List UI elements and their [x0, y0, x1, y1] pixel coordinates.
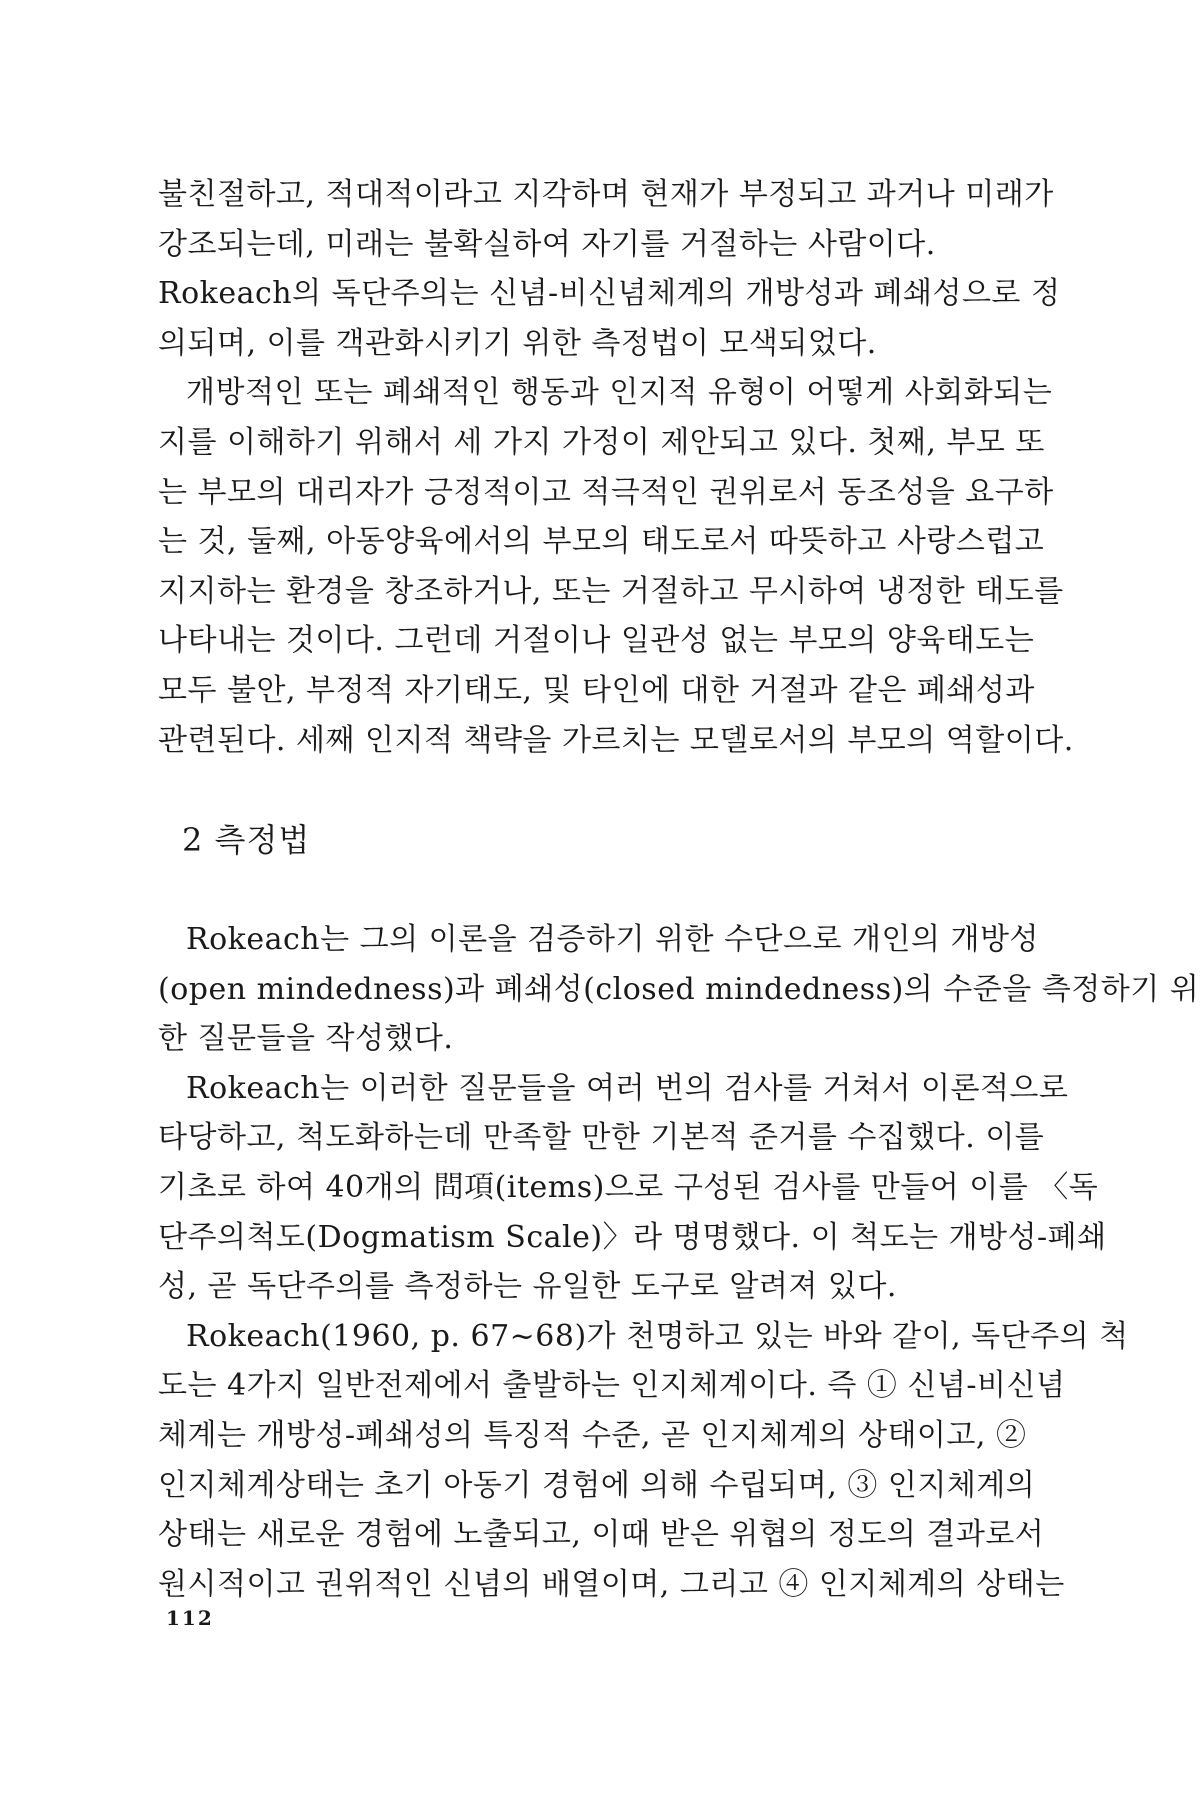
text-line: Rokeach는 그의 이론을 검증하기 위한 수단으로 개인의 개방성	[186, 922, 1039, 957]
text-line: 체계는 개방성-폐쇄성의 특징적 수준, 곧 인지체계의 상태이고, ②	[158, 1417, 1027, 1453]
text-line: 개방적인 또는 폐쇄적인 행동과 인지적 유형이 어떻게 사회화되는	[186, 375, 1053, 411]
text-block-2	[158, 915, 1200, 1609]
section-heading: 2 측정법	[182, 821, 311, 859]
text-line: (open mindedness)과 폐쇄성(closed mindedness)의 수준을 측정하기 위	[158, 971, 1200, 1007]
page-number: 112	[166, 1606, 214, 1630]
text-line: 관련된다. 세째 인지적 책략을 가르치는 모델로서의 부모의 역할이다.	[158, 722, 1074, 758]
text-line: 도는 4가지 일반전제에서 출발하는 인지체계이다. 즉 ① 신념-비신념	[158, 1368, 1066, 1404]
text-line: 한 질문들을 작성했다.	[158, 1021, 454, 1057]
text-line: 상태는 새로운 경험에 노출되고, 이때 받은 위협의 정도의 결과로서	[158, 1517, 1045, 1553]
text-line: Rokeach의 독단주의는 신념-비신념체계의 개방성과 폐쇄성으로 정	[158, 276, 1061, 312]
text-line: 타당하고, 척도화하는데 만족할 만한 기본적 준거를 수집했다. 이를	[158, 1120, 1045, 1156]
text-line: 불친절하고, 적대적이라고 지각하며 현재가 부정되고 과거나 미래가	[158, 177, 1054, 212]
text-line: 나타내는 것이다. 그런데 거절이나 일관성 없는 부모의 양육태도는	[158, 623, 1035, 659]
text-line: Rokeach(1960, p. 67~68)가 천명하고 있는 바와 같이, 독단주의 척	[186, 1318, 1129, 1354]
text-line: 인지체계상태는 초기 아동기 경험에 의해 수립되며, ③ 인지체계의	[158, 1467, 1036, 1503]
text-line: 기초로 하여 40개의 問項(items)으로 구성된 검사를 만들어 이를 〈독	[158, 1169, 1099, 1205]
text-line: 원시적이고 권위적인 신념의 배열이며, 그리고 ④ 인지체계의 상태는	[158, 1566, 1065, 1602]
text-line: 지지하는 환경을 창조하거나, 또는 거절하고 무시하여 냉정한 태도를	[158, 573, 1064, 609]
text-line: 성, 곧 독단주의를 측정하는 유일한 도구로 알려져 있다.	[158, 1269, 897, 1305]
text-line: 는 부모의 대리자가 긍정적이고 적극적인 권위로서 동조성을 요구하	[158, 474, 1054, 510]
text-line: 강조되는데, 미래는 불확실하여 자기를 거절하는 사람이다.	[158, 226, 936, 262]
text-line: 지를 이해하기 위해서 세 가지 가정이 제안되고 있다. 첫째, 부모 또	[158, 424, 1045, 460]
text-line: 모두 불안, 부정적 자기태도, 및 타인에 대한 거절과 같은 폐쇄성과	[158, 672, 1035, 708]
text-block-1	[158, 170, 1074, 765]
text-line: Rokeach는 이러한 질문들을 여러 번의 검사를 거쳐서 이론적으로	[186, 1070, 1069, 1106]
text-line: 의되며, 이를 객관화시키기 위한 측정법이 모색되었다.	[158, 325, 877, 361]
text-line: 는 것, 둘째, 아동양육에서의 부모의 태도로서 따뜻하고 사랑스럽고	[158, 524, 1045, 560]
text-line: 단주의척도(Dogmatism Scale)〉라 명명했다. 이 척도는 개방성-폐쇄	[158, 1219, 1107, 1255]
